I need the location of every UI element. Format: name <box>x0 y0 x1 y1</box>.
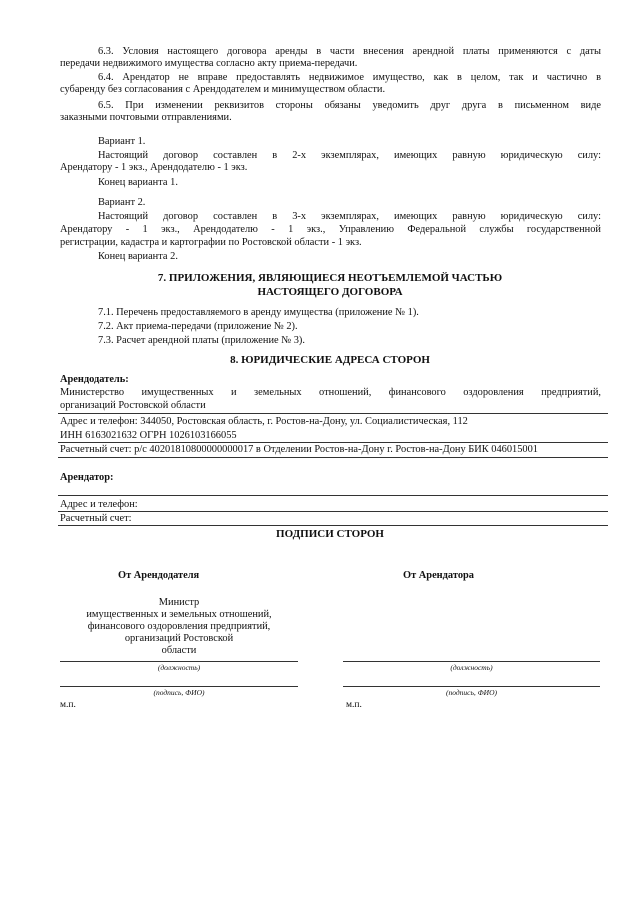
lessor-position-line-3: финансового оздоровления предприятий, <box>87 621 271 632</box>
section8-heading: 8. ЮРИДИЧЕСКИЕ АДРЕСА СТОРОН <box>230 354 430 366</box>
lessor-name-line2: организаций Ростовской области <box>60 400 206 411</box>
lessor-signature-caption: (подпись, ФИО) <box>153 688 205 697</box>
lessor-account-underline <box>58 457 608 458</box>
lessor-label: Арендодатель: <box>60 374 129 385</box>
variant1-line2: Арендатору - 1 экз., Арендодателю - 1 экз. <box>60 162 248 173</box>
signatures-heading: ПОДПИСИ СТОРОН <box>276 528 384 540</box>
lessor-name-underline <box>58 413 608 414</box>
variant2-title: Вариант 2. <box>98 197 146 208</box>
lessor-position-line-2: имущественных и земельных отношений, <box>86 609 272 620</box>
clause-6-5-line2: заказными почтовыми отправлениями. <box>60 112 232 123</box>
lessor-signature-line <box>60 686 298 687</box>
lessee-signature-line <box>343 686 600 687</box>
clause-6-4-line2: субаренду без согласования с Арендодателем и минимуществом области. <box>60 84 386 95</box>
clause-6-4-line1: 6.4. Арендатор не вправе предоставлять недвижимое имущество, как в целом, так и частично в <box>98 72 601 83</box>
lessor-position-caption: (должность) <box>157 663 201 672</box>
lessor-position-line-1: Министр <box>158 597 200 608</box>
section7-item-1: 7.1. Перечень предоставляемого в аренду имущества (приложение № 1). <box>98 307 419 318</box>
lessee-signature-caption: (подпись, ФИО) <box>445 688 498 697</box>
section7-heading-line2: НАСТОЯЩЕГО ДОГОВОРА <box>257 286 403 298</box>
lessor-side-label: От Арендодателя <box>118 570 200 581</box>
lessor-address: Адрес и телефон: 344050, Ростовская область, г. Ростов-на-Дону, ул. Социалистическая, 112 <box>60 416 468 427</box>
section7-heading-line1: 7. ПРИЛОЖЕНИЯ, ЯВЛЯЮЩИЕСЯ НЕОТЪЕМЛЕМОЙ ЧАСТЬЮ <box>157 272 503 284</box>
lessee-label-underline <box>58 495 608 496</box>
section7-item-3: 7.3. Расчет арендной платы (приложение № 3). <box>98 335 305 346</box>
lessor-inn-ogrn: ИНН 6163021632 ОГРН 1026103166055 <box>60 430 237 441</box>
variant1-line1: Настоящий договор составлен в 2-х экземплярах, имеющих равную юридическую силу: <box>98 150 601 161</box>
lessee-address-underline <box>58 511 608 512</box>
variant2-line1: Настоящий договор составлен в 3-х экземплярах, имеющих равную юридическую силу: <box>98 211 601 222</box>
clause-6-5-line1: 6.5. При изменении реквизитов стороны обязаны уведомить друг друга в письменном виде <box>98 100 601 111</box>
lessor-position-line-4: организаций Ростовской <box>124 633 234 644</box>
lessor-inn-underline <box>58 442 608 443</box>
lessee-position-line <box>343 661 600 662</box>
variant2-line3: регистрации, кадастра и картографии по Ростовской области - 1 экз. <box>60 237 362 248</box>
lessor-seal: м.п. <box>60 700 76 710</box>
lessor-account: Расчетный счет: р/с 40201810800000000017 в Отделении Ростов-на-Дону г. Ростов-на-Дону БИК 046015001 <box>60 444 539 455</box>
clause-6-3-line2: передачи недвижимого имущества согласно акту приема-передачи. <box>60 58 358 69</box>
variant2-line2: Арендатору - 1 экз., Арендодателю - 1 экз., Управлению Федеральной службы государственной <box>60 224 601 235</box>
lessor-position-block <box>60 597 298 657</box>
lessee-account-underline <box>58 525 608 526</box>
lessor-position-line-5: области <box>161 645 197 656</box>
lessor-name-line1: Министерство имущественных и земельных отношений, финансового оздоровления предприятий, <box>60 387 601 398</box>
lessor-position-line <box>60 661 298 662</box>
lessee-label: Арендатор: <box>60 472 114 483</box>
lessee-address: Адрес и телефон: <box>60 499 138 510</box>
clause-6-3-line1: 6.3. Условия настоящего договора аренды в части внесения арендной платы применяются с даты <box>98 46 601 57</box>
lessee-account: Расчетный счет: <box>60 513 132 524</box>
lessee-side-label: От Арендатора <box>403 570 474 581</box>
variant1-end: Конец варианта 1. <box>98 177 178 188</box>
variant1-title: Вариант 1. <box>98 136 146 147</box>
lessee-position-caption: (должность) <box>450 663 493 672</box>
variant2-end: Конец варианта 2. <box>98 251 178 262</box>
section7-item-2: 7.2. Акт приема-передачи (приложение № 2). <box>98 321 298 332</box>
lessee-seal: м.п. <box>346 700 362 710</box>
